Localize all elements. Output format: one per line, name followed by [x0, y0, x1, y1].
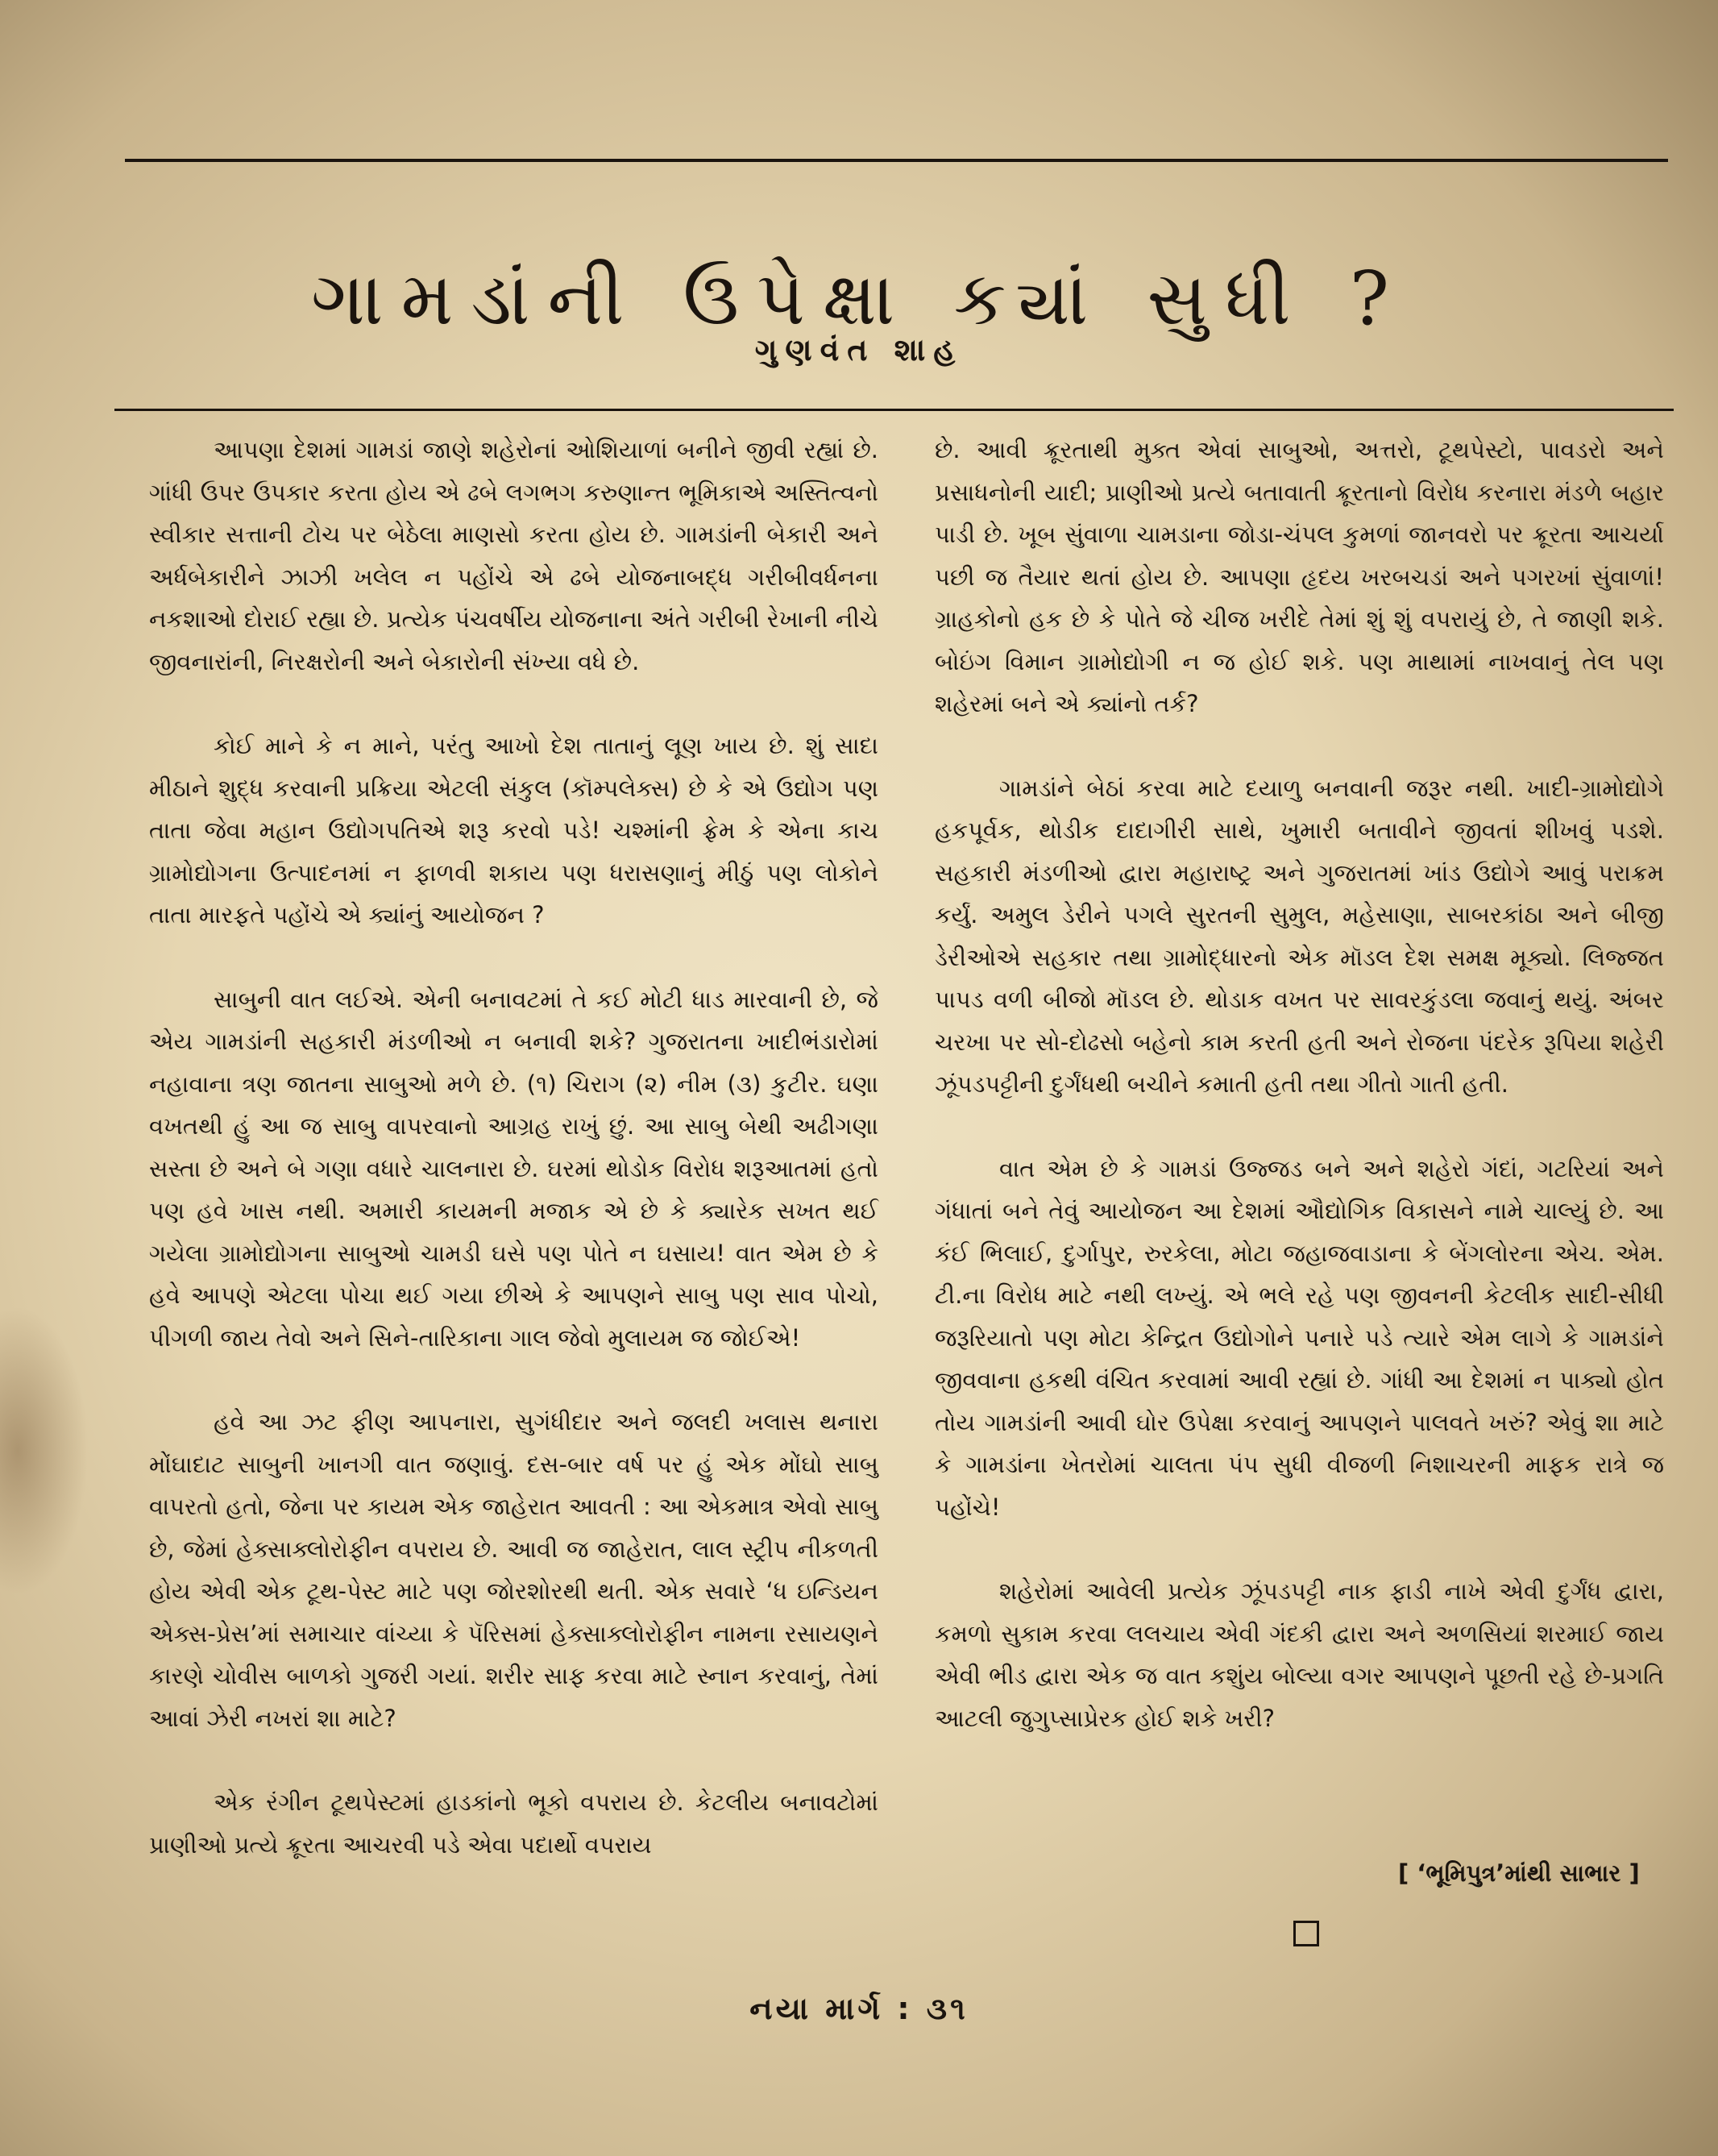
paragraph: હવે આ ઝટ ફીણ આપનારા, સુગંધીદાર અને જલદી ખલાસ થનારા મોંઘાદાટ સાબુની ખાનગી વાત જણાવું. દસ-બાર વર્ષ પર હું એક મોંઘો સાબુ વાપરતો હતો, જેના પર કાયમ એક જાહેરાત આવતી : આ એકમાત્ર એવો સાબુ છે, જેમાં હેક્સાક્લોરોફીન વપરાય છે. આવી જ જાહેરાત, લાલ સ્ટ્રીપ નીકળતી હોય એવી એક ટૂથ-પેસ્ટ માટે પણ જોરશોરથી થતી. એક સવારે ‘ધ ઇન્ડિયન એક્સ-પ્રેસ’માં સમાચાર વાંચ્યા કે પૅરિસમાં હેક્સાક્લોરોફીન નામના રસાયણને કારણે ચોવીસ બાળકો ગુજરી ગયાં. શરીર સાફ કરવા માટે સ્નાન કરવાનું, તેમાં આવાં ઝેરી નખરાં શા માટે?	[149, 1408, 878, 1732]
paragraph: સાબુની વાત લઈએ. એની બનાવટમાં તે કઈ મોટી ધાડ મારવાની છે, જે એય ગામડાંની સહકારી મંડળીઓ ન બનાવી શકે? ગુજરાતના ખાદીભંડારોમાં નહાવાના ત્રણ જાતના સાબુઓ મળે છે. (૧) ચિરાગ (૨) નીમ (૩) કુટીર. ઘણા વખતથી હું આ જ સાબુ વાપરવાનો આગ્રહ રાખું છું. આ સાબુ બેથી અઢીગણા સસ્તા છે અને બે ગણા વધારે ચાલનારા છે. ઘરમાં થોડોક વિરોધ શરૂઆતમાં હતો પણ હવે ખાસ નથી. અમારી કાયમની મજાક એ છે કે ક્યારેક સખત થઈ ગયેલા ગ્રામોદ્યોગના સાબુઓ ચામડી ઘસે પણ પોતે ન ઘસાય! વાત એમ છે કે હવે આપણે એટલા પોચા થઈ ગયા છીએ કે આપણને સાબુ પણ સાવ પોચો, પીગળી જાય તેવો અને સિને-તારિકાના ગાલ જેવો મુલાયમ જ જોઈએ!	[149, 985, 878, 1352]
paragraph: શહેરોમાં આવેલી પ્રત્યેક ઝૂંપડપટ્ટી નાક ફાડી નાખે એવી દુર્ગંધ દ્વારા, કમળો સુકામ કરવા લલચાય એવી ગંદકી દ્વારા અને અળસિયાં શરમાઈ જાય એવી ભીડ દ્વારા એક જ વાત કશુંય બોલ્યા વગર આપણને પૂછતી રહે છે-પ્રગતિ આટલી જુગુપ્સાપ્રેરક હોઈ શકે ખરી?	[935, 1577, 1664, 1732]
end-mark-square	[1293, 1921, 1319, 1946]
right-column	[935, 429, 1664, 1781]
paragraph: એક રંગીન ટૂથપેસ્ટમાં હાડકાંનો ભૂકો વપરાય છે. કેટલીય બનાવટોમાં પ્રાણીઓ પ્રત્યે ક્રૂરતા આચરવી પડે એવા પદાર્થો વપરાય	[149, 1788, 878, 1859]
paragraph: કોઈ માને કે ન માને, પરંતુ આખો દેશ તાતાનું લૂણ ખાય છે. શું સાદા મીઠાને શુદ્ધ કરવાની પ્રક્રિયા એટલી સંકુલ (કૉમ્પલેક્સ) છે કે એ ઉદ્યોગ પણ તાતા જેવા મહાન ઉદ્યોગપતિએ શરૂ કરવો પડે! ચશ્માંની ફ્રેમ કે એના કાચ ગ્રામોદ્યોગના ઉત્પાદનમાં ન ફાળવી શકાય પણ ધરાસણાનું મીઠું પણ લોકોને તાતા મારફતે પહોંચે એ ક્યાંનું આયોજન ?	[149, 732, 878, 928]
paragraph: આપણા દેશમાં ગામડાં જાણે શહેરોનાં ઓશિયાળાં બનીને જીવી રહ્યાં છે. ગાંધી ઉપર ઉપકાર કરતા હોય એ ઢબે લગભગ કરુણાન્ત ભૂમિકાએ અસ્તિત્વનો સ્વીકાર સત્તાની ટોચ પર બેઠેલા માણસો કરતા હોય છે. ગામડાંની બેકારી અને અર્ધબેકારીને ઝાઝી ખલેલ ન પહોંચે એ ઢબે યોજનાબદ્ધ ગરીબીવર્ધનના નકશાઓ દોરાઈ રહ્યા છે. પ્રત્યેક પંચવર્ષીય યોજનાના અંતે ગરીબી રેખાની નીચે જીવનારાંની, નિરક્ષરોની અને બેકારોની સંખ્યા વધે છે.	[149, 436, 878, 675]
paragraph: વાત એમ છે કે ગામડાં ઉજ્જડ બને અને શહેરો ગંદાં, ગટરિયાં અને ગંધાતાં બને તેવું આયોજન આ દેશમાં ઔદ્યોગિક વિકાસને નામે ચાલ્યું છે. આ કંઈ ભિલાઈ, દુર્ગાપુર, રુરકેલા, મોટા જહાજવાડાના કે બેંગલોરના એચ. એમ. ટી.ના વિરોધ માટે નથી લખ્યું. એ ભલે રહે પણ જીવનની કેટલીક સાદી-સીધી જરૂરિયાતો પણ મોટા કેન્દ્રિત ઉદ્યોગોને પનારે પડે ત્યારે એમ લાગે કે ગામડાંને જીવવાના હકથી વંચિત કરવામાં આવી રહ્યાં છે. ગાંધી આ દેશમાં ન પાક્યો હોત તોય ગામડાંની આવી ઘોર ઉપેક્ષા કરવાનું આપણને પાલવતે ખરું? એવું શા માટે કે ગામડાંના ખેતરોમાં ચાલતા પંપ સુધી વીજળી નિશાચરની માફક રાત્રે જ પહોંચે!	[935, 1154, 1664, 1521]
left-column	[149, 429, 878, 1908]
source-credit: [ ‘ભૂમિપુત્ર’માંથી સાભાર ]	[1398, 1859, 1640, 1887]
paragraph: ગામડાંને બેઠાં કરવા માટે દયાળુ બનવાની જરૂર નથી. ખાદી-ગ્રામોદ્યોગે હકપૂર્વક, થોડીક દાદાગીરી સાથે, ખુમારી બતાવીને જીવતાં શીખવું પડશે. સહકારી મંડળીઓ દ્વારા મહારાષ્ટ્ર અને ગુજરાતમાં ખાંડ ઉદ્યોગે આવું પરાક્રમ કર્યું. અમુલ ડેરીને પગલે સુરતની સુમુલ, મહેસાણા, સાબરકાંઠા અને બીજી ડેરીઓએ સહકાર તથા ગ્રામોદ્ધારનો એક મૉડલ દેશ સમક્ષ મૂક્યો. લિજ્જત પાપડ વળી બીજો મૉડલ છે. થોડાક વખત પર સાવરકુંડલા જવાનું થયું. અંબર ચરખા પર સો-દોઢસો બહેનો કામ કરતી હતી અને રોજના પંદરેક રૂપિયા શહેરી ઝૂંપડપટ્ટીની દુર્ગંધથી બચીને કમાતી હતી તથા ગીતો ગાતી હતી.	[935, 774, 1664, 1098]
paragraph: છે. આવી ક્રૂરતાથી મુક્ત એવાં સાબુઓ, અત્તરો, ટૂથપેસ્ટો, પાવડરો અને પ્રસાધનોની યાદી; પ્રાણીઓ પ્રત્યે બતાવાતી ક્રૂરતાનો વિરોધ કરનારા મંડળે બહાર પાડી છે. ખૂબ સુંવાળા ચામડાના જોડા-ચંપલ કુમળાં જાનવરો પર ક્રૂરતા આચર્યા પછી જ તૈયાર થતાં હોય છે. આપણા હૃદય ખરબચડાં અને પગરખાં સુંવાળાં! ગ્રાહકોનો હક છે કે પોતે જે ચીજ ખરીદે તેમાં શું શું વપરાયું છે, તે જાણી શકે. બોઇંગ વિમાન ગ્રામોદ્યોગી ન જ હોઈ શકે. પણ માથામાં નાખવાનું તેલ પણ શહેરમાં બને એ ક્યાંનો તર્ક?	[935, 436, 1664, 717]
page-footer: નયા માર્ગ : ૩૧	[749, 1991, 969, 2026]
top-rule	[125, 159, 1668, 162]
page-stain	[0, 1306, 89, 1596]
article-title: ગામડાંની ઉપેક્ષા ક્યાં સુધી ?	[310, 255, 1408, 342]
article-author: ગુણવંત શાહ	[754, 332, 964, 368]
header-rule	[114, 409, 1674, 411]
